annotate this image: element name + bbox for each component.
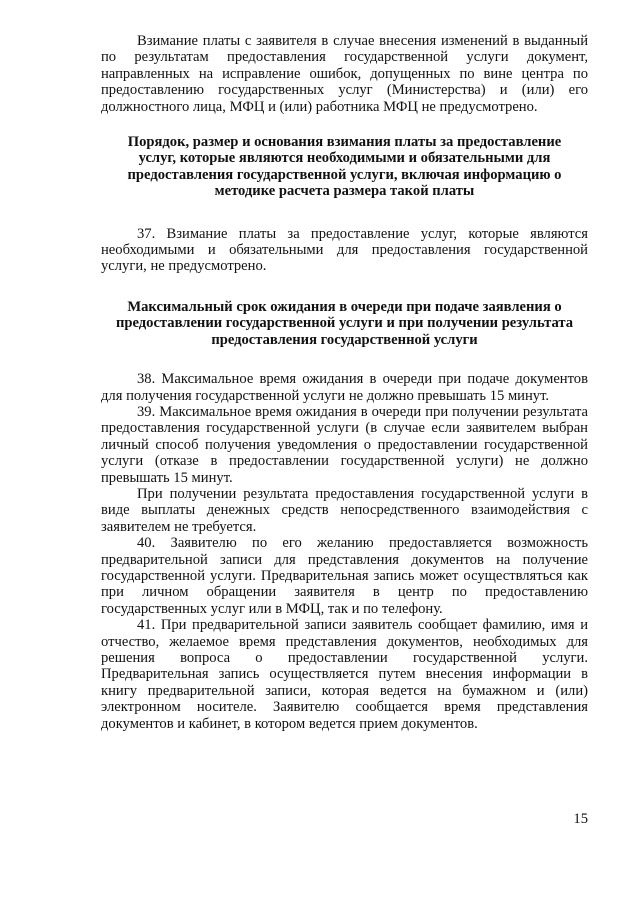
paragraph-intro: Взимание платы с заявителя в случае внесения изменений в выданный по результатам предоставления государственной услуги документ, направленных на исправление ошибок, допущенных по вине центра по предоставлению государственных услуг (Министерства) и (или) его должностного лица, МФЦ и (или) работника МФЦ не предусмотрено. bbox=[101, 33, 588, 115]
paragraph-39: 39. Максимальное время ожидания в очереди при получении результата предоставления государственной услуги (в случае если заявителем выбран личный способ получения уведомления о предоставлении государственной услуги (отказе в предоставлении государственной услуги) не должно превышать 15 минут. bbox=[101, 403, 588, 486]
section-heading-waiting-time: Максимальный срок ожидания в очереди при подаче заявления о предоставлении государственной услуги и при получении результата предоставления государственной услуги bbox=[115, 298, 574, 348]
section-heading-fee: Порядок, размер и основания взимания платы за предоставление услуг, которые являются необходимыми и обязательными для предоставления государственной услуги, включая информацию о методике расчета размера такой платы bbox=[127, 134, 562, 200]
paragraph-39-continuation: При получении результата предоставления государственной услуги в виде выплаты денежных средств непосредственного взаимодействия с заявителем не требуется. bbox=[101, 485, 588, 535]
page-number: 15 bbox=[573, 811, 588, 827]
paragraph-38: 38. Максимальное время ожидания в очереди при подаче документов для получения государственной услуги не должно превышать 15 минут. bbox=[101, 371, 588, 404]
paragraph-40: 40. Заявителю по его желанию предоставляется возможность предварительной записи для представления документов на получение государственной услуги. Предварительная запись может осуществляться как при личном обращении заявителя в центр по предоставлению государственных услуг или в МФЦ, так и по телефону. bbox=[101, 535, 588, 617]
paragraph-37: 37. Взимание платы за предоставление услуг, которые являются необходимыми и обязательными для предоставления государственной услуги, не предусмотрено. bbox=[101, 225, 588, 275]
paragraph-41: 41. При предварительной записи заявитель сообщает фамилию, имя и отчество, желаемое время представления документов, необходимых для решения вопроса о предоставлении государственной услуги. Предварительная запись осуществляется путем внесения информации в книгу предварительной записи, которая ведется на бумажном и (или) электронном носителе. Заявителю сообщается время представления документов и кабинет, в котором ведется прием документов. bbox=[101, 617, 588, 732]
